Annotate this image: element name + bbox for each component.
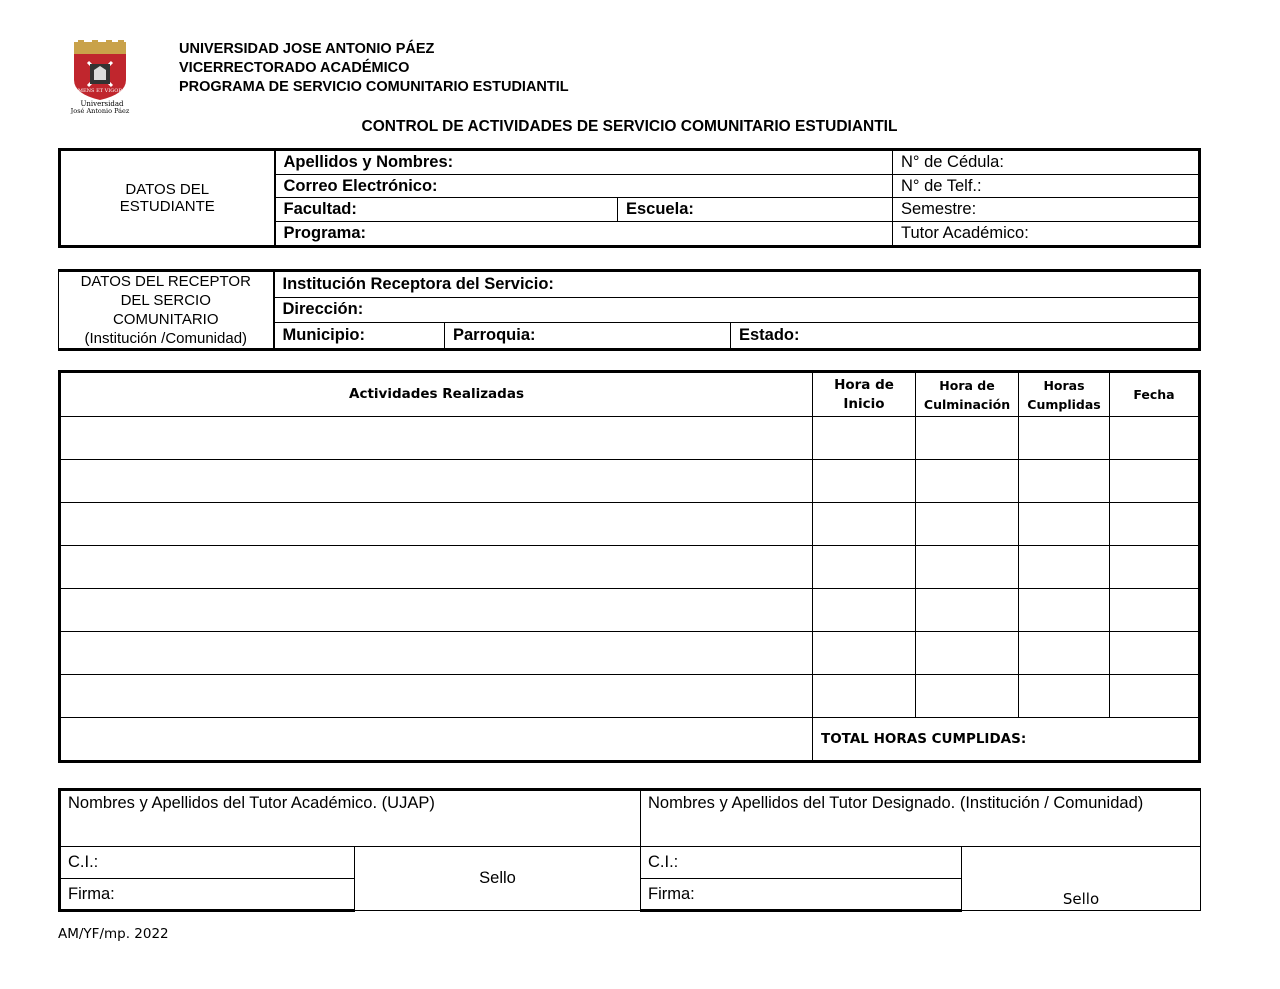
inicio-cell[interactable] (813, 546, 916, 589)
fecha-cell[interactable] (1110, 460, 1200, 503)
inicio-cell[interactable] (813, 417, 916, 460)
fecha-cell[interactable] (1110, 589, 1200, 632)
total-blank-cell (60, 718, 813, 762)
col-actividades: Actividades Realizadas (60, 372, 813, 417)
semestre-field[interactable]: Semestre: (893, 198, 1200, 222)
sello-academico: Sello (355, 847, 641, 911)
activity-cell[interactable] (60, 546, 813, 589)
programa-field[interactable]: Programa: (275, 222, 893, 247)
parroquia-field[interactable]: Parroquia: (445, 323, 731, 350)
culminacion-cell[interactable] (916, 417, 1019, 460)
inicio-cell[interactable] (813, 503, 916, 546)
activity-cell[interactable] (60, 675, 813, 718)
institucion-field[interactable]: Institución Receptora del Servicio: (274, 271, 1200, 298)
horas-cell[interactable] (1019, 589, 1110, 632)
inicio-cell[interactable] (813, 589, 916, 632)
horas-cell[interactable] (1019, 632, 1110, 675)
signatures-table (58, 788, 1201, 912)
activity-cell[interactable] (60, 589, 813, 632)
inicio-cell[interactable] (813, 460, 916, 503)
col-hora-inicio: Hora de Inicio (813, 372, 916, 417)
activity-row (60, 417, 1200, 460)
ci-designado-field[interactable]: C.I.: (641, 847, 962, 879)
activity-cell[interactable] (60, 632, 813, 675)
vicerrectorado-name: VICERRECTORADO ACADÉMICO (179, 60, 410, 76)
activity-row (60, 546, 1200, 589)
student-section-label: DATOS DEL ESTUDIANTE (60, 150, 275, 247)
correo-field[interactable]: Correo Electrónico: (275, 174, 893, 198)
activity-row (60, 503, 1200, 546)
activity-row (60, 589, 1200, 632)
fecha-cell[interactable] (1110, 675, 1200, 718)
document-title: CONTROL DE ACTIVIDADES DE SERVICIO COMUNITARIO ESTUDIANTIL (361, 118, 898, 135)
university-logo (66, 40, 134, 114)
culminacion-cell[interactable] (916, 460, 1019, 503)
col-fecha: Fecha (1110, 372, 1200, 417)
logo-motto: MENS ET VIGOR (77, 88, 123, 94)
tutor-academico-field[interactable]: Nombres y Apellidos del Tutor Académico. (UJAP) (60, 790, 641, 847)
footer-code: AM/YF/mp. 2022 (58, 926, 169, 942)
horas-cell[interactable] (1019, 546, 1110, 589)
horas-cell[interactable] (1019, 417, 1110, 460)
col-hora-culminacion: Hora de Culminación (916, 372, 1019, 417)
horas-cell[interactable] (1019, 675, 1110, 718)
firma-designado-field[interactable]: Firma: (641, 879, 962, 911)
culminacion-cell[interactable] (916, 632, 1019, 675)
sello-designado: Sello (962, 847, 1201, 911)
horas-cell[interactable] (1019, 460, 1110, 503)
estado-field[interactable]: Estado: (731, 323, 1200, 350)
inicio-cell[interactable] (813, 632, 916, 675)
logo-caption-2: José Antonio Páez (70, 107, 130, 114)
program-name: PROGRAMA DE SERVICIO COMUNITARIO ESTUDIANTIL (179, 79, 569, 95)
institution-header (179, 40, 569, 97)
municipio-field[interactable]: Municipio: (274, 323, 445, 350)
cedula-field[interactable]: N° de Cédula: (893, 150, 1200, 175)
student-data-table (58, 148, 1201, 248)
tutor-designado-field[interactable]: Nombres y Apellidos del Tutor Designado. (Institución / Comunidad) (641, 790, 1201, 847)
activity-cell[interactable] (60, 503, 813, 546)
culminacion-cell[interactable] (916, 546, 1019, 589)
activities-table (58, 370, 1201, 763)
inicio-cell[interactable] (813, 675, 916, 718)
culminacion-cell[interactable] (916, 675, 1019, 718)
fecha-cell[interactable] (1110, 546, 1200, 589)
telf-field[interactable]: N° de Telf.: (893, 174, 1200, 198)
logo-caption-1: Universidad (80, 100, 124, 108)
horas-cell[interactable] (1019, 503, 1110, 546)
fecha-cell[interactable] (1110, 632, 1200, 675)
ci-academico-field[interactable]: C.I.: (60, 847, 355, 879)
total-horas-label: TOTAL HORAS CUMPLIDAS: (813, 718, 1200, 762)
apellidos-field[interactable]: Apellidos y Nombres: (275, 150, 893, 175)
culminacion-cell[interactable] (916, 589, 1019, 632)
firma-academico-field[interactable]: Firma: (60, 879, 355, 911)
culminacion-cell[interactable] (916, 503, 1019, 546)
col-horas-cumplidas: Horas Cumplidas (1019, 372, 1110, 417)
direccion-field[interactable]: Dirección: (274, 297, 1200, 323)
activity-cell[interactable] (60, 417, 813, 460)
activity-row (60, 675, 1200, 718)
university-name: UNIVERSIDAD JOSE ANTONIO PÁEZ (179, 41, 435, 57)
fecha-cell[interactable] (1110, 503, 1200, 546)
activity-row (60, 632, 1200, 675)
receptor-data-table (58, 269, 1201, 351)
escuela-field[interactable]: Escuela: (618, 198, 893, 222)
tutor-field[interactable]: Tutor Académico: (893, 222, 1200, 247)
facultad-field[interactable]: Facultad: (275, 198, 618, 222)
activity-row (60, 460, 1200, 503)
fecha-cell[interactable] (1110, 417, 1200, 460)
receptor-section-label: DATOS DEL RECEPTOR DEL SERCIO COMUNITARIO (Institución /Comunidad) (59, 271, 274, 350)
activity-cell[interactable] (60, 460, 813, 503)
